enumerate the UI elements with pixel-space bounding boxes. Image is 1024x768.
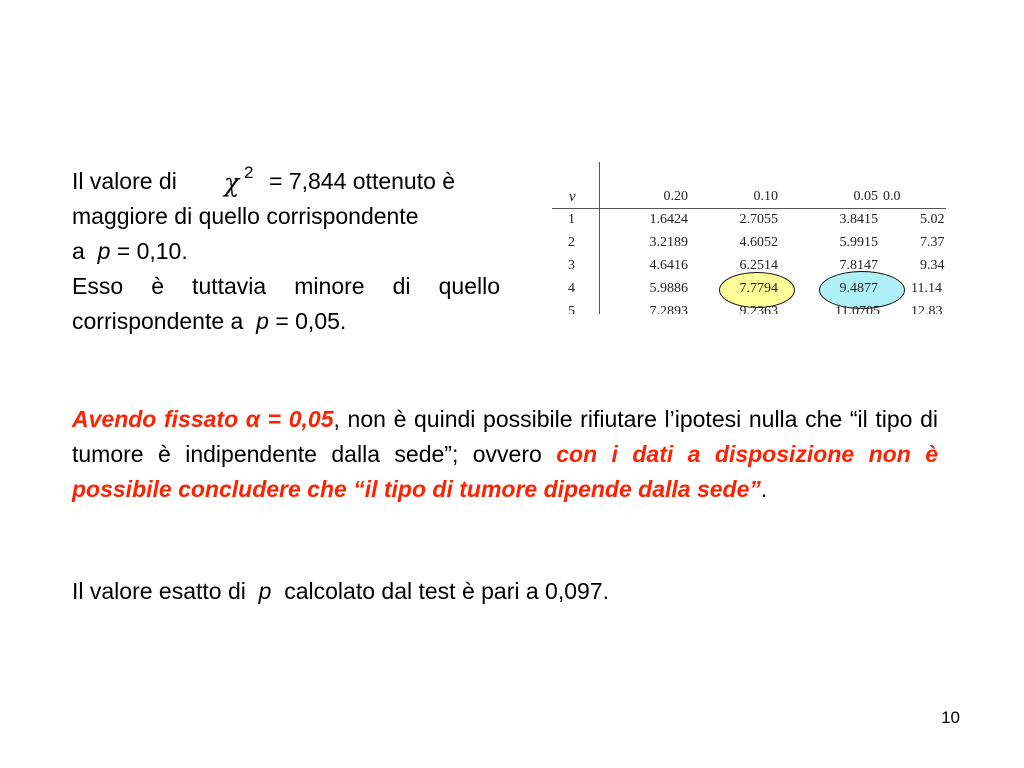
table-vertical-rule (599, 162, 600, 314)
conclusion-red-2: con i dati a disposizione non è possibile concludere che “il tipo di tumore dipende dalla sede” (72, 441, 938, 502)
exact-p-after: calcolato dal test è pari a 0,097. (284, 578, 609, 604)
table-cell: 6.2514 (739, 258, 778, 273)
table-cell: 2.7055 (739, 212, 778, 227)
table-cell: 12.83 (911, 304, 943, 314)
table-cell: 4.6052 (739, 235, 778, 250)
intro-line-4 (72, 269, 500, 304)
intro-line-3 (72, 234, 500, 269)
table-cell: 1.6424 (649, 212, 688, 227)
chi-square-exponent: 2 (244, 163, 254, 182)
table-nu-header: ν (569, 189, 576, 205)
exact-p-line (72, 574, 609, 609)
table-row-index: 3 (568, 258, 575, 273)
table-cell: 9.2363 (739, 304, 778, 314)
table-cell: 7.8147 (839, 258, 878, 273)
table-cell: 9.34 (920, 258, 945, 273)
table-cell: 7.37 (920, 235, 945, 250)
intro-line-4-text: Esso è tuttavia minore di quello (72, 273, 500, 299)
conclusion-paragraph (72, 402, 938, 507)
intro-line-2: maggiore di quello corrispondente (72, 203, 419, 229)
table-cell: 7.2893 (649, 304, 688, 314)
intro-line-5 (72, 304, 500, 339)
table-cell-highlighted: 7.7794 (739, 281, 778, 296)
table-cell: 5.02 (920, 212, 945, 227)
table-cell-highlighted: 9.4877 (839, 281, 878, 296)
table-cell: 4.6416 (649, 258, 688, 273)
chi-square-symbol: χ (224, 168, 240, 197)
intro-line-5-rest: = 0,05. (275, 308, 347, 334)
conclusion-red-1: Avendo fissato α = 0,05 (72, 406, 334, 432)
table-col-header: 0.0 (883, 189, 901, 204)
table-col-header: 0.10 (753, 189, 778, 204)
table-row-index: 4 (568, 281, 575, 296)
table-cell: 5.9915 (839, 235, 878, 250)
table-cell: 3.8415 (839, 212, 878, 227)
intro-line-1 (72, 164, 500, 199)
intro-line-5-a: corrispondente a (72, 308, 244, 334)
intro-text-after-chi: = 7,844 ottenuto è (269, 168, 456, 194)
table-cell: 11.0705 (835, 304, 880, 314)
intro-line-3-p: p (97, 238, 111, 264)
table-cell: 3.2189 (649, 235, 688, 250)
intro-line-3-a: a (72, 238, 85, 264)
intro-line-3-rest: = 0,10. (116, 238, 188, 264)
table-cell: 5.9886 (649, 281, 688, 296)
table-row-index: 5 (568, 304, 575, 314)
table-horizontal-rule (552, 208, 946, 209)
chi-square-table (548, 160, 946, 314)
page-number: 10 (941, 708, 960, 727)
table-row-index: 2 (568, 235, 575, 250)
conclusion-black-1: , non è quindi possibile rifiutare l’ipotesi nulla che “il tipo di tumore è indipendente dalla sede”; ovvero (72, 406, 938, 467)
exact-p-symbol: p (258, 578, 272, 604)
exact-p-before: Il valore esatto di (72, 578, 246, 604)
conclusion-black-2: . (760, 476, 768, 502)
table-row-index: 1 (568, 212, 575, 227)
intro-text-before-chi: Il valore di (72, 168, 177, 194)
table-cell: 11.14 (911, 281, 942, 296)
table-col-header: 0.05 (853, 189, 878, 204)
intro-line-5-p: p (256, 308, 269, 334)
table-col-header: 0.20 (663, 189, 688, 204)
intro-paragraph (72, 164, 500, 339)
